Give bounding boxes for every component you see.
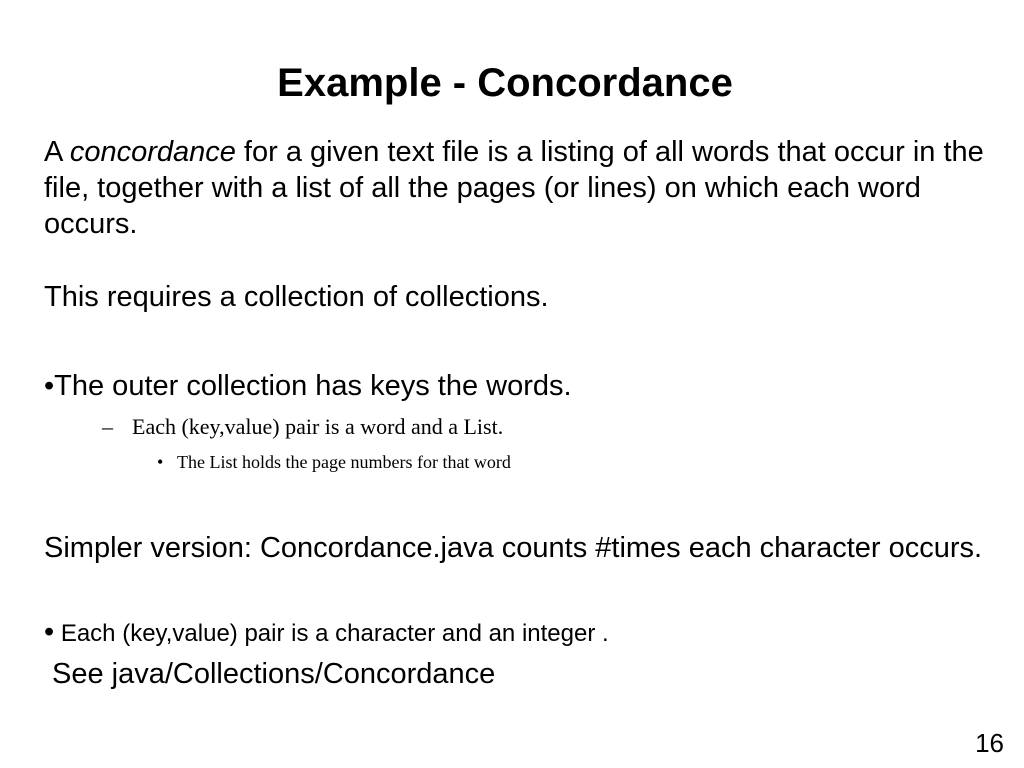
- sub2-marker: •: [157, 452, 164, 472]
- requires-paragraph: This requires a collection of collections.: [44, 281, 549, 313]
- outer-bullet-text: The outer collection has keys the words.: [54, 370, 572, 402]
- sub-bullet-level-1: [102, 413, 503, 441]
- simpler-version-paragraph: Simpler version: Concordance.java counts #times each character occurs.: [44, 532, 983, 564]
- page-number: 16: [975, 728, 1004, 758]
- sub1-marker: –: [102, 414, 113, 439]
- outer-bullet-marker: •: [44, 370, 55, 402]
- intro-prefix: A: [44, 136, 70, 168]
- sub-bullet-level-2: [157, 450, 511, 474]
- character-bullet-text: Each (key,value) pair is a character and an integer .: [54, 620, 609, 647]
- intro-paragraph: [44, 134, 994, 242]
- intro-term: concordance: [69, 136, 236, 168]
- character-bullet-marker: •: [44, 616, 55, 648]
- sub2-text: The List holds the page numbers for that word: [177, 452, 511, 472]
- see-reference: See java/Collections/Concordance: [52, 658, 496, 690]
- sub1-text: Each (key,value) pair is a word and a List.: [132, 414, 504, 439]
- character-bullet: [44, 614, 609, 655]
- intro-rest: for a given text file is a listing of all words that occur in the file, together with a list of all the pages (or lines) on which each word occurs.: [44, 136, 984, 240]
- slide-title: Example - Concordance: [277, 61, 733, 105]
- outer-collection-bullet: [44, 368, 994, 404]
